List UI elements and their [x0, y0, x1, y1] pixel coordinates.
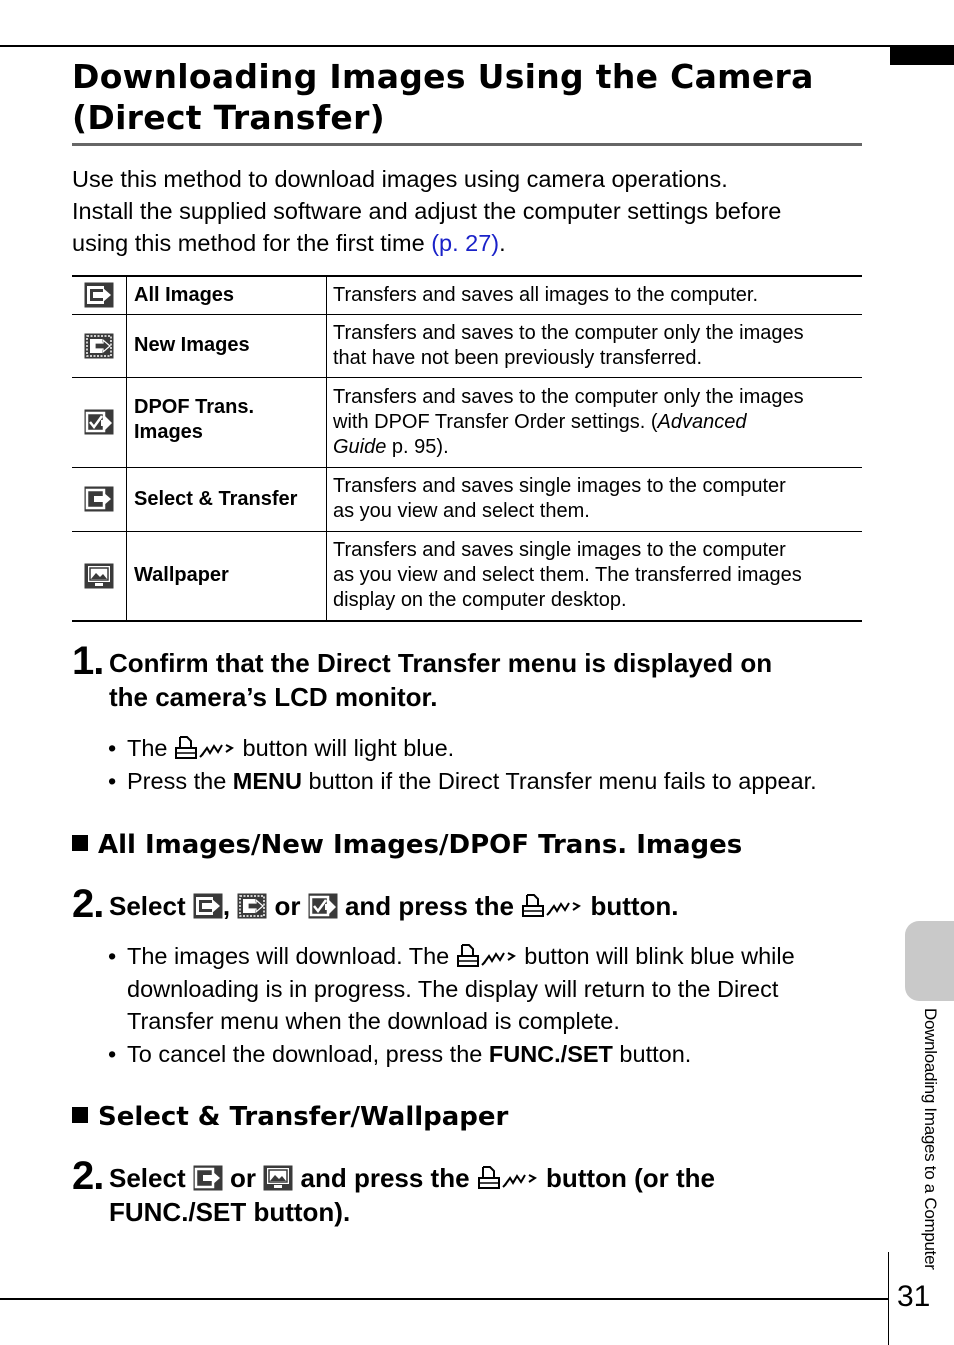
top-rule: [0, 45, 890, 47]
intro-line-3-end: .: [499, 230, 506, 256]
bottom-rule: [0, 1298, 888, 1300]
transfer-modes-table: [72, 275, 862, 622]
step-heading: Select , or and press the button.: [109, 891, 679, 921]
table-row: [72, 467, 862, 531]
mode-description: Transfers and saves to the computer only the images with DPOF Transfer Order settings. (Advanced Guide p. 95).: [327, 377, 863, 467]
step-2-second: [72, 1154, 872, 1229]
chapter-tab: [905, 921, 954, 1001]
step-number: 1.: [72, 639, 104, 683]
dpof-trans-icon: [84, 409, 114, 435]
intro-line-1: Use this method to download images using camera operations.: [72, 166, 728, 192]
intro-paragraph: [72, 163, 872, 259]
table-row: [72, 276, 862, 314]
chapter-label: Downloading Images to a Computer: [921, 1008, 940, 1270]
square-bullet-icon: [72, 835, 88, 851]
mode-description: Transfers and saves single images to the computer as you view and select them. The transferred images display on the computer desktop.: [327, 531, 863, 621]
select-transfer-icon: [84, 486, 114, 512]
select-transfer-icon: [193, 1165, 223, 1191]
mode-name: Wallpaper: [127, 531, 327, 621]
print-share-button-icon: [456, 943, 518, 969]
wallpaper-icon: [84, 563, 114, 589]
section-heading: All Images/New Images/DPOF Trans. Images: [72, 829, 742, 861]
new-images-icon: [237, 893, 267, 919]
title-line-2: (Direct Transfer): [72, 98, 386, 137]
all-images-icon: [193, 893, 223, 919]
step-heading: Select or and press the button (or the FUNC./SET button).: [109, 1163, 715, 1227]
step-number: 2.: [72, 1154, 104, 1198]
mode-name: DPOF Trans. Images: [127, 377, 327, 467]
step-1-bullets: [108, 732, 868, 797]
mode-name: All Images: [127, 276, 327, 314]
table-row: [72, 314, 862, 377]
print-share-button-icon: [174, 735, 236, 761]
mode-name: Select & Transfer: [127, 467, 327, 531]
wallpaper-icon: [263, 1165, 293, 1191]
step-number: 2.: [72, 882, 104, 926]
section-heading: Select & Transfer/Wallpaper: [72, 1101, 508, 1133]
step-2-bullets: [108, 940, 868, 1070]
table-row: [72, 377, 862, 467]
list-item: • To cancel the download, press the FUNC./SET button.: [108, 1038, 868, 1071]
page-title: [72, 56, 872, 138]
intro-line-2: Install the supplied software and adjust the computer settings before: [72, 198, 782, 224]
intro-line-3: using this method for the first time: [72, 230, 432, 256]
page-number-divider: [888, 1252, 889, 1345]
step-2-first: [72, 882, 872, 926]
mode-description: Transfers and saves single images to the computer as you view and select them.: [327, 467, 863, 531]
title-line-1: Downloading Images Using the Camera: [72, 57, 814, 96]
all-images-icon: [84, 282, 114, 308]
top-corner-tab: [890, 45, 954, 65]
title-rule: [72, 143, 862, 146]
page-number: 31: [897, 1280, 931, 1313]
table-row: [72, 531, 862, 621]
list-item: • The button will light blue.: [108, 732, 868, 765]
step-heading: Confirm that the Direct Transfer menu is displayed on the camera’s LCD monitor.: [109, 648, 773, 712]
page-reference-link[interactable]: (p. 27): [431, 230, 500, 256]
list-item: • Press the MENU button if the Direct Transfer menu fails to appear.: [108, 765, 868, 798]
print-share-button-icon: [477, 1165, 539, 1191]
mode-description: Transfers and saves all images to the computer.: [327, 276, 863, 314]
mode-name: New Images: [127, 314, 327, 377]
print-share-button-icon: [521, 893, 583, 919]
step-1: [72, 639, 872, 714]
dpof-trans-icon: [308, 893, 338, 919]
mode-description: Transfers and saves to the computer only the images that have not been previously transferred.: [327, 314, 863, 377]
new-images-icon: [84, 333, 114, 359]
square-bullet-icon: [72, 1107, 88, 1123]
list-item: • The images will download. The button will blink blue while downloading is in progress. The display will return to the Direct Transfer menu when the download is complete.: [108, 940, 868, 1038]
